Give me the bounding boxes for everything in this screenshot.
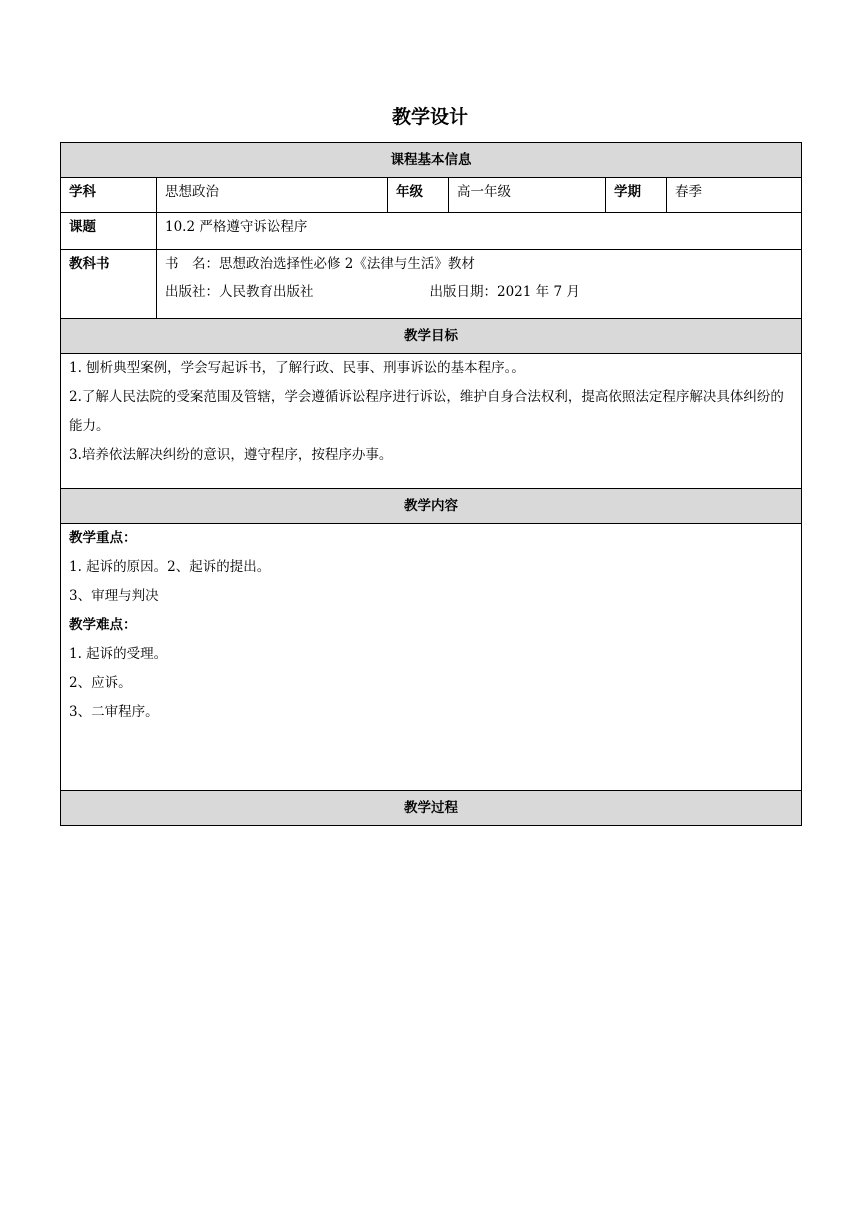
content-header: 教学内容 — [61, 489, 802, 524]
grade-value: 高一年级 — [449, 178, 606, 213]
term-value: 春季 — [667, 178, 802, 213]
publisher: 出版社：人民教育出版社 — [165, 284, 314, 300]
textbook-info — [157, 250, 802, 319]
term-label: 学期 — [606, 178, 667, 213]
lesson-plan-table — [60, 142, 802, 826]
content-body — [61, 524, 802, 791]
objective-item: 2.了解人民法院的受案范围及管辖，学会遵循诉讼程序进行诉讼，维护自身合法权利，提高依照法定程序解决具体纠纷的能力。 — [69, 389, 784, 434]
key-point-item: 3、审理与判决 — [69, 588, 159, 604]
publish-date: 出版日期：2021 年 7 月 — [429, 284, 580, 300]
subject-label: 学科 — [61, 178, 157, 213]
basic-info-header: 课程基本信息 — [61, 143, 802, 178]
objective-item: 1. 刨析典型案例，学会写起诉书，了解行政、民事、刑事诉讼的基本程序。。 — [69, 360, 525, 376]
objective-item: 3.培养依法解决纠纷的意识，遵守程序，按程序办事。 — [69, 447, 393, 463]
subject-value: 思想政治 — [157, 178, 388, 213]
difficulty-item: 1. 起诉的受理。 — [69, 646, 168, 662]
difficulty-item: 3、二审程序。 — [69, 704, 159, 720]
textbook-label: 教科书 — [61, 250, 157, 319]
key-points-label: 教学重点： — [69, 530, 137, 546]
key-point-item: 1. 起诉的原因。2、起诉的提出。 — [69, 559, 271, 575]
difficulty-item: 2、应诉。 — [69, 675, 132, 691]
page-title: 教学设计 — [391, 106, 468, 128]
objectives-body — [61, 354, 802, 489]
objectives-header: 教学目标 — [61, 319, 802, 354]
book-name: 书 名：思想政治选择性必修 2《法律与生活》教材 — [165, 256, 475, 272]
process-header: 教学过程 — [61, 791, 802, 826]
grade-label: 年级 — [388, 178, 449, 213]
difficulties-label: 教学难点： — [69, 617, 137, 633]
topic-label: 课题 — [61, 213, 157, 250]
topic-value: 10.2 严格遵守诉讼程序 — [157, 213, 802, 250]
publisher-line — [165, 278, 793, 306]
